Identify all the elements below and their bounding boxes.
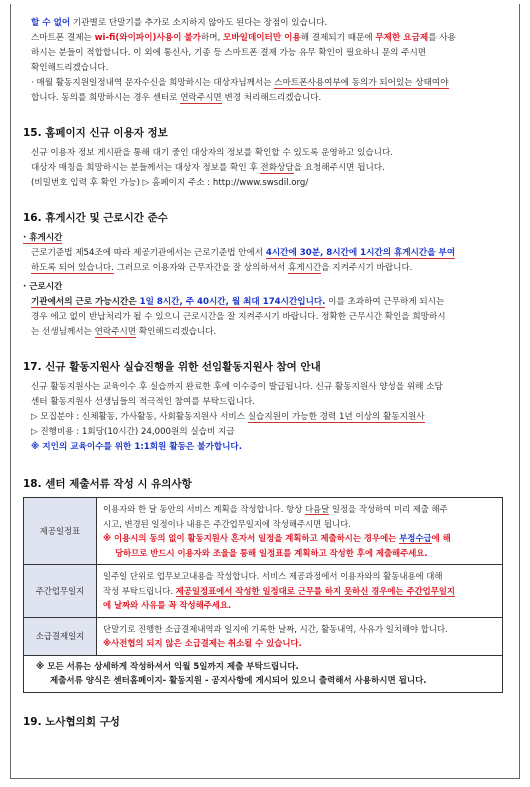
text-underlined: 연락주시면 (180, 93, 222, 103)
text: · 근로시간 (23, 282, 63, 292)
text-underlined: 연락주시면 (94, 327, 137, 337)
text-line (103, 584, 496, 599)
text: 그러므로 이용자와 근무자간을 잘 상의하셔서 (113, 263, 289, 273)
section-heading: 15. 홈페이지 신규 이용자 정보 (23, 127, 168, 139)
text-underlined: 기관에서의 근로 가능시간은 (31, 297, 140, 307)
notice-text: ※ 지인의 교육이수를 위한 1:1회원 활동은 불가합니다. (31, 442, 242, 452)
note-line: ※ 모든 서류는 상세하게 작성하셔서 익월 5일까지 제출 부탁드립니다. (36, 661, 299, 672)
paragraph: 확인해드리겠습니다. (31, 63, 109, 73)
document-page (10, 4, 520, 779)
text: ▷ 모집분야 : 신체활동, 가사활동, 사회활동지원사 서비스 (31, 412, 248, 422)
text-underlined: 다음달 (304, 504, 330, 514)
text: 대상자 매칭을 희망하시는 분들께서는 대상자 정보를 확인 후 (31, 163, 261, 173)
text-line: 일주일 단위로 업무보고내용을 작성합니다. 서비스 제공과정에서 이용자와의 활동내용에 대해 (103, 571, 443, 581)
text: 근로기준법 제54조에 따라 제공기관에서는 근로기준법 안에서 (31, 248, 266, 258)
text: 확인해드리겠습니다. (136, 327, 217, 337)
paragraph: (비밀번호 입력 후 확인 가능) ▷ 홈페이지 주소 : http://www.swsdil.org/ (31, 178, 309, 188)
text: 합니다. 동의를 희망하시는 경우 센터로 (31, 93, 181, 103)
text-line (103, 502, 496, 517)
text-line: 단말기로 진행한 소급결제내역과 일지에 기록한 날짜, 시간, 활동내역, 사유가 일치해야 합니다. (103, 623, 448, 634)
text-underlined: 실습지원이 가능한 경력 1년 이상의 활동지원사 (247, 412, 425, 422)
text-emphasis: 4시간에 30분, 8시간에 1시간의 휴게시간을 부여 (265, 248, 456, 258)
note-cell (24, 655, 503, 692)
text-underlined: 전화상담 (260, 163, 294, 173)
section-heading: 19. 노사협의회 구성 (23, 715, 120, 728)
text-warning: 모바일데이터만 이용 (223, 33, 301, 43)
section-17 (23, 360, 503, 455)
text-line: ※사전협의 되지 않은 소급결제는 취소될 수 있습니다. (103, 638, 302, 648)
paragraph (31, 76, 503, 91)
text: 에 해 (431, 533, 451, 543)
text-warning: 무제한 요금제 (375, 33, 429, 43)
text-emphasis: 1일 8시간, 주 40시간, 월 최대 174시간입니다. (139, 297, 326, 307)
section-heading: 18. 센터 제출서류 작성 시 유의사항 (23, 478, 192, 490)
text: 을 지켜주시기 바랍니다. (321, 263, 413, 273)
table-row (24, 565, 503, 618)
bullet-label (23, 231, 503, 246)
text: 이를 초과하여 근무하게 되시는 (325, 297, 445, 307)
paragraph: ▷ 진행비용 : 1회당(10시간) 24,000원의 실습비 지급 (31, 427, 235, 437)
text-underlined: 스마트폰사용여부에 동의가 되어있는 상태여야 (274, 78, 449, 88)
paragraph (31, 16, 503, 31)
paragraph (31, 91, 503, 106)
section-18 (23, 477, 503, 693)
text-emphasis: 할 수 없어 (31, 18, 71, 28)
paragraph (31, 295, 503, 310)
row-content (97, 617, 503, 655)
paragraph: 경우 에고 없이 반납처리가 될 수 있으니 근로시간을 잘 지켜주시기 바랍니다. 정확한 근무시간 확인을 희망하시 (31, 312, 446, 322)
text-line: 시고, 변경된 일정이나 내용은 주간업무일지에 작성해주시면 됩니다. (103, 518, 351, 529)
text: 이용자와 한 달 동안의 서비스 계획을 작성합니다. 항상 (103, 504, 305, 514)
text-line: 에 날짜와 사유를 꼭 작성해주세요. (103, 600, 232, 610)
paragraph: 센터 활동지원사 선생님들의 적극적인 참여를 부탁드립니다. (31, 397, 255, 407)
text: 작성 부탁드립니다. (103, 585, 176, 596)
text: 하며, (200, 33, 224, 43)
text: 변경 처리해드리겠습니다. (221, 93, 322, 103)
section-heading: 17. 신규 활동지원사 실습진행을 위한 선임활동지원사 참여 안내 (23, 361, 321, 373)
text-underlined: 하도록 되어 있습니다. (31, 263, 114, 273)
text-warning: wi-fi(와이파이)사용이 불가 (94, 33, 201, 43)
document-table (23, 497, 503, 693)
paragraph: 하시는 분들이 적합합니다. 이 외에 통신사, 기종 등 스마트폰 결제 가능 유무 확인이 필요하니 문의 주시면 (31, 48, 427, 58)
paragraph: 신규 활동지원사는 교육이수 후 실습까지 완료한 후에 이수증이 발급됩니다. 신규 활동지원사 양성을 위해 소담 (31, 382, 443, 392)
row-label: 주간업무일지 (24, 565, 97, 618)
row-content (97, 498, 503, 565)
paragraph (31, 161, 503, 176)
section-15 (23, 126, 503, 191)
note-line: 제출서류 양식은 센터홈페이지- 활동지원 - 공지사항에 게시되어 있으니 출력해서 사용하시면 됩니다. (50, 675, 427, 686)
section-19 (23, 715, 503, 729)
section-heading: 16. 휴게시간 및 근로시간 준수 (23, 212, 168, 224)
table-row (24, 655, 503, 692)
top-section (31, 4, 503, 106)
row-content (97, 565, 503, 618)
text: 을 요청해주시면 됩니다. (293, 163, 385, 173)
row-label: 제공일정표 (24, 498, 97, 565)
text: 는 선생님께서는 (31, 327, 95, 337)
bullet-label (23, 280, 503, 295)
table-row (24, 617, 503, 655)
text: 해 결제되기 때문에 (300, 33, 376, 43)
table-row (24, 498, 503, 565)
text: 기관별로 단말기를 추가로 소지하지 않아도 된다는 장점이 있습니다. (70, 18, 328, 28)
text-warning: 제공일정표에서 작성한 일정대로 근무를 하지 못하신 경우에는 주간업무일지 (175, 585, 456, 596)
text: · 휴게시간 (23, 233, 63, 243)
row-label: 소급결제일지 (24, 617, 97, 655)
paragraph (31, 246, 503, 261)
section-16 (23, 211, 503, 340)
paragraph (31, 261, 503, 276)
paragraph (31, 410, 503, 425)
paragraph (31, 325, 503, 340)
text: 일정을 작성하여 미리 제출 해주 (329, 504, 448, 514)
text-underlined: 부정수급 (399, 533, 432, 543)
text: 를 사용 (428, 33, 456, 43)
paragraph (31, 440, 503, 455)
paragraph: 신규 이용자 정보 게시판을 통해 대기 중인 대상자의 정보를 확인할 수 있도록 운영하고 있습니다. (31, 148, 394, 158)
paragraph (31, 31, 503, 46)
text: · 매월 활동지원일정내역 문자수신을 희망하시는 대상자님께서는 (31, 78, 275, 88)
text: ※ 이용시의 동의 없이 활동지원사 혼자서 일정을 계획하고 제출하시는 경우에는 (103, 533, 400, 543)
text-line (103, 531, 496, 546)
text-underlined: 휴게시간 (288, 263, 322, 273)
text-line: 당하므로 반드시 이용자와 조율을 통해 일정표를 계획하고 작성한 후에 제출해주세요. (115, 547, 428, 558)
text: 스마트폰 결제는 (31, 33, 95, 43)
